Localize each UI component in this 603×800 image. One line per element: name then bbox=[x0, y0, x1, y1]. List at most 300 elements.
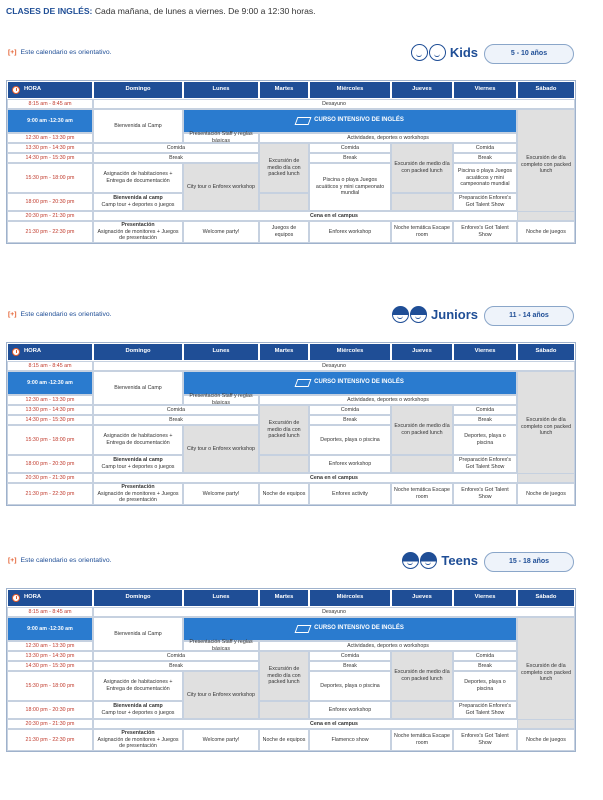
wednesday-evening bbox=[309, 455, 391, 473]
desayuno-cell-text: Desayuno bbox=[322, 608, 346, 615]
monday-staff-text: Presentación Staff y reglas básicas bbox=[189, 131, 253, 144]
header-day-text: Sábado bbox=[535, 348, 557, 355]
monday-night bbox=[183, 483, 259, 505]
sunday-welcome bbox=[93, 617, 183, 651]
time-cell-text: 18:00 pm - 20:30 pm bbox=[25, 706, 75, 713]
saturday-night bbox=[517, 221, 575, 243]
break-cell bbox=[93, 661, 259, 671]
kids-faces-icon bbox=[411, 44, 446, 61]
time-cell-text: 9:00 am -12:30 am bbox=[27, 379, 73, 386]
time-cell bbox=[7, 193, 93, 211]
break-cell bbox=[93, 415, 259, 425]
break-cell bbox=[309, 415, 391, 425]
tuesday-excursion bbox=[259, 143, 309, 193]
header-day bbox=[183, 81, 259, 99]
header-day bbox=[93, 81, 183, 99]
group-title bbox=[411, 44, 478, 61]
time-cell-text: 8:15 am - 8:45 am bbox=[28, 100, 72, 107]
header-day-text: Miércoles bbox=[336, 86, 364, 93]
time-cell-text: 15:30 pm - 18:00 pm bbox=[25, 174, 75, 181]
header-day-text: Jueves bbox=[412, 86, 432, 93]
time-cell-text: 14:30 pm - 15:30 pm bbox=[25, 416, 75, 423]
camp-tour-text: Camp tour + deportes o juegos bbox=[101, 464, 175, 470]
schedule-section-juniors bbox=[6, 304, 574, 508]
friday-preparation-text: Preparación Enforex's Got Talent Show bbox=[459, 703, 511, 716]
monday-night bbox=[183, 729, 259, 751]
comida-cell-text: Comida bbox=[340, 406, 360, 413]
friday-preparation bbox=[453, 455, 517, 473]
header-day bbox=[309, 81, 391, 99]
schedule-section-kids bbox=[6, 42, 574, 246]
time-cell-text: 15:30 pm - 18:00 pm bbox=[25, 436, 75, 443]
saturday-night-text: Noche de juegos bbox=[526, 490, 566, 497]
break-cell-text: Break bbox=[169, 662, 183, 669]
dinner-cell-text: Cena en el campus bbox=[310, 720, 358, 727]
header-day bbox=[453, 81, 517, 99]
time-cell-text: 20:30 pm - 21:30 pm bbox=[25, 212, 75, 219]
intro-label: CLASES DE INGLÉS: bbox=[6, 6, 93, 16]
course-cell bbox=[183, 109, 517, 133]
friday-preparation bbox=[453, 701, 517, 719]
time-cell bbox=[7, 661, 93, 671]
header-day-text: Martes bbox=[274, 594, 294, 601]
thursday-night-text: Noche temática Escape room bbox=[394, 487, 450, 500]
break-cell-text: Break bbox=[343, 154, 357, 161]
header-day-text: Martes bbox=[274, 86, 294, 93]
header-day-text: Martes bbox=[274, 348, 294, 355]
header-day bbox=[391, 343, 453, 361]
activities-cell bbox=[259, 641, 517, 651]
monday-citytour-text: City tour o Enforex workshop bbox=[186, 445, 255, 452]
friday-night bbox=[453, 221, 517, 243]
schedule-table bbox=[6, 588, 576, 752]
sunday-welcome-text: Bienvenida al Camp bbox=[114, 630, 162, 637]
time-cell-text: 12:30 am - 13:30 pm bbox=[25, 396, 75, 403]
friday-night-text: Enforex's Got Talent Show bbox=[461, 225, 509, 238]
time-cell-text: 14:30 pm - 15:30 pm bbox=[25, 154, 75, 161]
saturday-excursion bbox=[517, 109, 575, 221]
tuesday-excursion bbox=[259, 405, 309, 455]
time-cell bbox=[7, 143, 93, 153]
header-day bbox=[453, 343, 517, 361]
time-cell bbox=[7, 651, 93, 661]
tuesday-night bbox=[259, 221, 309, 243]
header-day-text: Viernes bbox=[474, 348, 496, 355]
monday-citytour-text: City tour o Enforex workshop bbox=[186, 183, 255, 190]
thursday-excursion-cont bbox=[391, 455, 453, 473]
comida-cell-text: Comida bbox=[340, 652, 360, 659]
orientative-note bbox=[8, 557, 112, 564]
dinner-cell bbox=[93, 211, 575, 221]
age-badge: 11 - 14 años bbox=[484, 306, 574, 326]
comida-cell bbox=[93, 405, 259, 415]
graduation-cap-icon bbox=[295, 379, 312, 387]
time-cell-text: 21:30 pm - 22:30 pm bbox=[25, 490, 75, 497]
kids-faces-icon bbox=[402, 552, 437, 569]
break-cell bbox=[453, 415, 517, 425]
header-day-text: Miércoles bbox=[336, 594, 364, 601]
saturday-excursion-text: Excursión de día completo con packed lunch bbox=[520, 663, 572, 683]
course-cell bbox=[183, 617, 517, 641]
schedule-table bbox=[6, 342, 576, 506]
header-hora-text: HORA bbox=[24, 594, 42, 601]
sunday-rooms bbox=[93, 671, 183, 701]
activities-cell-text: Actividades, deportes o workshops bbox=[347, 396, 429, 403]
desayuno-cell-text: Desayuno bbox=[322, 362, 346, 369]
thursday-night-text: Noche temática Escape room bbox=[394, 733, 450, 746]
tuesday-excursion bbox=[259, 651, 309, 701]
header-day-text: Lunes bbox=[212, 86, 230, 93]
time-cell-text: 12:30 am - 13:30 pm bbox=[25, 134, 75, 141]
thursday-excursion bbox=[391, 651, 453, 701]
welcome-camp-title: Bienvenida al camp bbox=[113, 703, 163, 710]
friday-afternoon-text: Piscina o playa Juegos acuáticos y mini campeonato mundial bbox=[457, 168, 513, 188]
header-day-text: Domingo bbox=[125, 594, 151, 601]
course-cell bbox=[183, 371, 517, 395]
sunday-welcome-text: Bienvenida al Camp bbox=[114, 384, 162, 391]
welcome-camp-title: Bienvenida al camp bbox=[113, 457, 163, 464]
time-cell-text: 21:30 pm - 22:30 pm bbox=[25, 228, 75, 235]
dinner-cell-text: Cena en el campus bbox=[310, 474, 358, 481]
header-day bbox=[309, 343, 391, 361]
header-day-text: Domingo bbox=[125, 86, 151, 93]
clock-icon bbox=[12, 86, 20, 94]
saturday-excursion bbox=[517, 371, 575, 483]
note-text: Este calendario es orientativo. bbox=[20, 49, 112, 56]
sunday-rooms-text: Asignación de habitaciones + Entrega de documentación bbox=[103, 679, 173, 692]
saturday-night bbox=[517, 483, 575, 505]
header-hora bbox=[7, 343, 93, 361]
clock-icon bbox=[12, 348, 20, 356]
monday-staff bbox=[183, 641, 259, 651]
tuesday-excursion-cont bbox=[259, 701, 309, 719]
wednesday-night bbox=[309, 729, 391, 751]
friday-afternoon-text: Deportes, playa o piscina bbox=[464, 433, 506, 446]
schedule-table bbox=[6, 80, 576, 244]
time-cell bbox=[7, 163, 93, 193]
time-cell-text: 8:15 am - 8:45 am bbox=[28, 608, 72, 615]
wednesday-night-text: Enforex activity bbox=[332, 490, 368, 497]
header-hora bbox=[7, 589, 93, 607]
tuesday-excursion-text: Excursión de medio día con packed lunch bbox=[267, 666, 301, 686]
tuesday-excursion-text: Excursión de medio día con packed lunch bbox=[267, 158, 301, 178]
time-cell-text: 9:00 am -12:30 am bbox=[27, 117, 73, 124]
wednesday-afternoon-text: Piscina o playa Juegos acuáticos y mini campeonato mundial bbox=[315, 177, 385, 197]
header-day bbox=[309, 589, 391, 607]
time-cell bbox=[7, 617, 93, 641]
tuesday-excursion-cont bbox=[259, 193, 309, 211]
desayuno-cell bbox=[93, 607, 575, 617]
header-day bbox=[259, 81, 309, 99]
time-cell bbox=[7, 153, 93, 163]
header-hora-text: HORA bbox=[24, 348, 42, 355]
time-cell bbox=[7, 133, 93, 143]
comida-cell-text: Comida bbox=[340, 144, 360, 151]
friday-afternoon-text: Deportes, playa o piscina bbox=[464, 679, 506, 692]
header-hora-text: HORA bbox=[24, 86, 42, 93]
time-cell bbox=[7, 701, 93, 719]
monday-citytour-text: City tour o Enforex workshop bbox=[186, 691, 255, 698]
time-cell bbox=[7, 361, 93, 371]
header-day-text: Jueves bbox=[412, 348, 432, 355]
comida-cell bbox=[453, 405, 517, 415]
sunday-night bbox=[93, 729, 183, 751]
wednesday-night bbox=[309, 221, 391, 243]
time-cell bbox=[7, 371, 93, 395]
time-cell bbox=[7, 415, 93, 425]
saturday-excursion-text: Excursión de día completo con packed lunch bbox=[520, 417, 572, 437]
friday-preparation-text: Preparación Enforex's Got Talent Show bbox=[459, 195, 511, 208]
comida-cell bbox=[93, 143, 259, 153]
time-cell bbox=[7, 395, 93, 405]
header-day-text: Jueves bbox=[412, 594, 432, 601]
monday-night bbox=[183, 221, 259, 243]
thursday-night bbox=[391, 729, 453, 751]
time-cell bbox=[7, 221, 93, 243]
intro-line bbox=[6, 6, 316, 16]
wednesday-afternoon bbox=[309, 425, 391, 455]
header-day bbox=[391, 589, 453, 607]
break-cell-text: Break bbox=[169, 416, 183, 423]
time-cell bbox=[7, 719, 93, 729]
header-day bbox=[517, 81, 575, 99]
time-cell bbox=[7, 671, 93, 701]
header-day bbox=[183, 589, 259, 607]
comida-cell bbox=[93, 651, 259, 661]
dinner-cell bbox=[93, 719, 575, 729]
activities-cell bbox=[259, 395, 517, 405]
time-cell bbox=[7, 211, 93, 221]
header-hora bbox=[7, 81, 93, 99]
time-cell bbox=[7, 729, 93, 751]
wednesday-evening-text: Enforex workshop bbox=[328, 460, 372, 467]
wednesday-afternoon bbox=[309, 671, 391, 701]
header-day-text: Lunes bbox=[212, 348, 230, 355]
group-name: Teens bbox=[441, 553, 478, 568]
sunday-camp-tour bbox=[93, 701, 183, 719]
friday-afternoon bbox=[453, 671, 517, 701]
break-cell bbox=[309, 153, 391, 163]
tuesday-night bbox=[259, 483, 309, 505]
tuesday-night-text: Juegos de equipos bbox=[271, 225, 297, 238]
monday-citytour bbox=[183, 425, 259, 473]
friday-afternoon bbox=[453, 163, 517, 193]
time-cell-text: 20:30 pm - 21:30 pm bbox=[25, 474, 75, 481]
wednesday-night bbox=[309, 483, 391, 505]
monday-night-text: Welcome party! bbox=[202, 228, 240, 235]
time-cell bbox=[7, 109, 93, 133]
monday-night-text: Welcome party! bbox=[202, 736, 240, 743]
friday-night-text: Enforex's Got Talent Show bbox=[461, 733, 509, 746]
note-text: Este calendario es orientativo. bbox=[20, 557, 112, 564]
saturday-excursion-text: Excursión de día completo con packed lunch bbox=[520, 155, 572, 175]
thursday-excursion-cont bbox=[391, 701, 453, 719]
monday-citytour bbox=[183, 671, 259, 719]
time-cell-text: 15:30 pm - 18:00 pm bbox=[25, 682, 75, 689]
wednesday-evening-text: Enforex workshop bbox=[328, 706, 372, 713]
header-day bbox=[517, 343, 575, 361]
saturday-night-text: Noche de juegos bbox=[526, 736, 566, 743]
friday-night bbox=[453, 483, 517, 505]
wednesday-evening bbox=[309, 701, 391, 719]
tuesday-excursion-text: Excursión de medio día con packed lunch bbox=[267, 420, 301, 440]
header-day-text: Miércoles bbox=[336, 348, 364, 355]
comida-cell-text: Comida bbox=[475, 144, 495, 151]
presentation-desc: Asignación de monitores + Juegos de presentación bbox=[97, 490, 179, 504]
time-cell-text: 13:30 pm - 14:30 pm bbox=[25, 144, 75, 151]
header-day-text: Viernes bbox=[474, 594, 496, 601]
desayuno-cell bbox=[93, 99, 575, 109]
time-cell bbox=[7, 405, 93, 415]
time-cell-text: 14:30 pm - 15:30 pm bbox=[25, 662, 75, 669]
time-cell-text: 13:30 pm - 14:30 pm bbox=[25, 406, 75, 413]
saturday-night-text: Noche de juegos bbox=[526, 228, 566, 235]
header-day-text: Lunes bbox=[212, 594, 230, 601]
time-cell-text: 18:00 pm - 20:30 pm bbox=[25, 460, 75, 467]
monday-staff-text: Presentación Staff y reglas básicas bbox=[189, 639, 253, 652]
sunday-night bbox=[93, 221, 183, 243]
group-name: Juniors bbox=[431, 307, 478, 322]
break-cell-text: Break bbox=[169, 154, 183, 161]
group-title bbox=[402, 552, 478, 569]
dinner-cell-text: Cena en el campus bbox=[310, 212, 358, 219]
header-day-text: Domingo bbox=[125, 348, 151, 355]
presentation-desc: Asignación de monitores + Juegos de presentación bbox=[97, 228, 179, 242]
thursday-night bbox=[391, 483, 453, 505]
comida-cell-text: Comida bbox=[475, 406, 495, 413]
time-cell bbox=[7, 455, 93, 473]
break-cell bbox=[453, 153, 517, 163]
wednesday-afternoon bbox=[309, 163, 391, 211]
thursday-excursion bbox=[391, 405, 453, 455]
time-cell-text: 20:30 pm - 21:30 pm bbox=[25, 720, 75, 727]
desayuno-cell bbox=[93, 361, 575, 371]
group-name: Kids bbox=[449, 45, 478, 60]
tuesday-night-text: Noche de equipos bbox=[262, 736, 306, 743]
time-cell bbox=[7, 473, 93, 483]
presentation-title: Presentación bbox=[121, 222, 155, 229]
tuesday-excursion-cont bbox=[259, 455, 309, 473]
break-cell-text: Break bbox=[343, 662, 357, 669]
wednesday-afternoon-text: Deportes, playa o piscina bbox=[320, 682, 380, 689]
friday-night bbox=[453, 729, 517, 751]
sunday-rooms-text: Asignación de habitaciones + Entrega de documentación bbox=[103, 433, 173, 446]
monday-night-text: Welcome party! bbox=[202, 490, 240, 497]
sunday-welcome bbox=[93, 371, 183, 405]
sunday-rooms bbox=[93, 425, 183, 455]
time-cell bbox=[7, 99, 93, 109]
comida-cell bbox=[309, 143, 391, 153]
friday-night-text: Enforex's Got Talent Show bbox=[461, 487, 509, 500]
monday-staff bbox=[183, 133, 259, 143]
break-cell bbox=[93, 153, 259, 163]
sunday-camp-tour bbox=[93, 455, 183, 473]
break-cell bbox=[309, 661, 391, 671]
activities-cell-text: Actividades, deportes o workshops bbox=[347, 134, 429, 141]
orientative-note bbox=[8, 49, 112, 56]
time-cell bbox=[7, 607, 93, 617]
thursday-excursion-text: Excursión de medio día con packed lunch bbox=[394, 161, 450, 174]
time-cell bbox=[7, 641, 93, 651]
wednesday-night-text: Enforex workshop bbox=[328, 228, 372, 235]
camp-tour-text: Camp tour + deportes o juegos bbox=[101, 202, 175, 208]
friday-preparation-text: Preparación Enforex's Got Talent Show bbox=[459, 457, 511, 470]
header-day bbox=[93, 343, 183, 361]
schedule-section-teens bbox=[6, 550, 574, 754]
time-cell bbox=[7, 425, 93, 455]
comida-cell-text: Comida bbox=[166, 144, 186, 151]
time-cell bbox=[7, 483, 93, 505]
sunday-rooms-text: Asignación de habitaciones + Entrega de documentación bbox=[103, 171, 173, 184]
wednesday-afternoon-text: Deportes, playa o piscina bbox=[320, 436, 380, 443]
tuesday-night-text: Noche de equipos bbox=[262, 490, 306, 497]
comida-cell bbox=[453, 651, 517, 661]
intro-text: Cada mañana, de lunes a viernes. De 9:00 a 12:30 horas. bbox=[94, 6, 316, 16]
header-day bbox=[391, 81, 453, 99]
break-cell-text: Break bbox=[478, 154, 492, 161]
header-day-text: Sábado bbox=[535, 86, 557, 93]
age-badge: 5 - 10 años bbox=[484, 44, 574, 64]
course-cell-text: CURSO INTENSIVO DE INGLÉS bbox=[314, 379, 404, 386]
presentation-title: Presentación bbox=[121, 730, 155, 737]
group-title bbox=[392, 306, 478, 323]
course-cell-text: CURSO INTENSIVO DE INGLÉS bbox=[314, 625, 404, 632]
break-cell-text: Break bbox=[478, 416, 492, 423]
friday-preparation bbox=[453, 193, 517, 211]
header-day bbox=[517, 589, 575, 607]
comida-cell-text: Comida bbox=[166, 652, 186, 659]
kids-faces-icon bbox=[392, 306, 427, 323]
monday-citytour bbox=[183, 163, 259, 211]
comida-cell bbox=[453, 143, 517, 153]
comida-cell-text: Comida bbox=[166, 406, 186, 413]
saturday-excursion bbox=[517, 617, 575, 729]
time-cell-text: 12:30 am - 13:30 pm bbox=[25, 642, 75, 649]
comida-cell-text: Comida bbox=[475, 652, 495, 659]
activities-cell bbox=[259, 133, 517, 143]
presentation-desc: Asignación de monitores + Juegos de presentación bbox=[97, 736, 179, 750]
time-cell-text: 21:30 pm - 22:30 pm bbox=[25, 736, 75, 743]
sunday-welcome bbox=[93, 109, 183, 143]
time-cell-text: 9:00 am -12:30 am bbox=[27, 625, 73, 632]
clock-icon bbox=[12, 594, 20, 602]
header-day-text: Viernes bbox=[474, 86, 496, 93]
time-cell-text: 13:30 pm - 14:30 pm bbox=[25, 652, 75, 659]
note-text: Este calendario es orientativo. bbox=[20, 311, 112, 318]
graduation-cap-icon bbox=[295, 117, 312, 125]
thursday-night bbox=[391, 221, 453, 243]
break-cell-text: Break bbox=[478, 662, 492, 669]
presentation-title: Presentación bbox=[121, 484, 155, 491]
graduation-cap-icon bbox=[295, 625, 312, 633]
sunday-rooms bbox=[93, 163, 183, 193]
bracket-plus-icon: [+] bbox=[8, 49, 17, 56]
header-day bbox=[259, 343, 309, 361]
time-cell-text: 8:15 am - 8:45 am bbox=[28, 362, 72, 369]
bracket-plus-icon: [+] bbox=[8, 557, 17, 564]
camp-tour-text: Camp tour + deportes o juegos bbox=[101, 710, 175, 716]
header-day bbox=[259, 589, 309, 607]
thursday-excursion-cont bbox=[391, 193, 453, 211]
header-day bbox=[453, 589, 517, 607]
thursday-night-text: Noche temática Escape room bbox=[394, 225, 450, 238]
header-day bbox=[93, 589, 183, 607]
course-cell-text: CURSO INTENSIVO DE INGLÉS bbox=[314, 117, 404, 124]
tuesday-night bbox=[259, 729, 309, 751]
friday-afternoon bbox=[453, 425, 517, 455]
desayuno-cell-text: Desayuno bbox=[322, 100, 346, 107]
orientative-note bbox=[8, 311, 112, 318]
